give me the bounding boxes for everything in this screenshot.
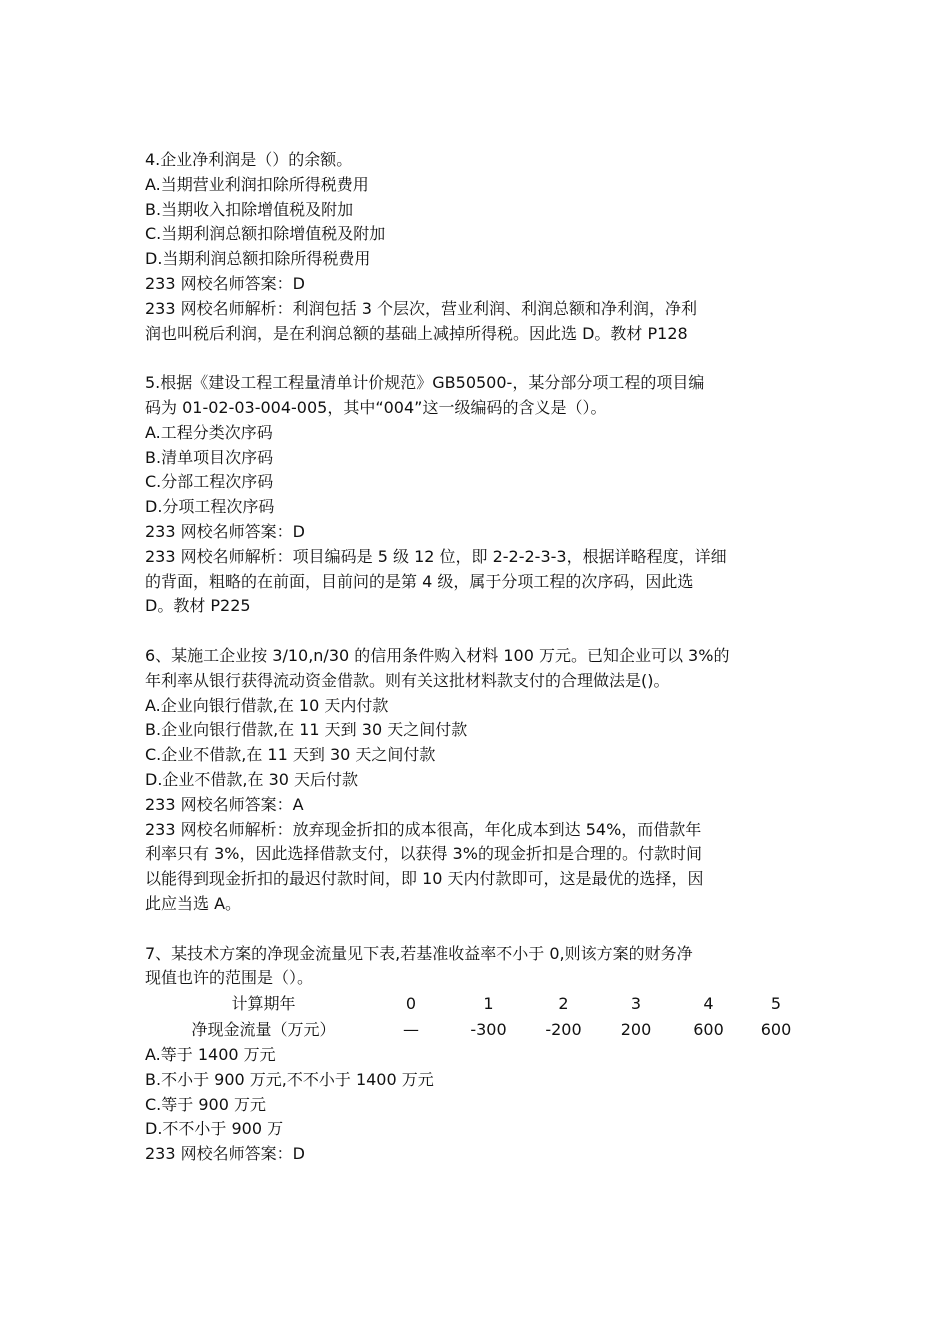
analysis-line: 233 网校名师解析：利润包括 3 个层次，营业利润、利润总额和净利润，净利 — [145, 298, 697, 318]
option-b: B.当期收入扣除增值税及附加 — [145, 199, 354, 219]
option-b: B.企业向银行借款,在 11 天到 30 天之间付款 — [145, 720, 468, 740]
analysis-line: D。教材 P225 — [145, 596, 251, 616]
answer-line: 233 网校名师答案：D — [145, 1144, 305, 1164]
table-cell: 200 — [620, 1020, 652, 1040]
table-header-cell: 0 — [405, 994, 417, 1014]
question-7 — [145, 942, 807, 1168]
option-b: B.不小于 900 万元,不不小于 1400 万元 — [145, 1069, 434, 1089]
option-d: D.不不小于 900 万 — [145, 1119, 284, 1139]
question-6 — [145, 644, 807, 917]
table-cell: -200 — [545, 1020, 582, 1040]
table-cell: -300 — [470, 1020, 507, 1040]
analysis-line: 此应当选 A。 — [145, 893, 242, 913]
answer-line: 233 网校名师答案：A — [145, 794, 304, 814]
table-cell: 净现金流量（万元） — [191, 1020, 336, 1040]
analysis-line: 233 网校名师解析：放弃现金折扣的成本很高，年化成本到达 54%，而借款年 — [145, 819, 702, 839]
question-5 — [145, 371, 807, 619]
question-stem: 7、某技术方案的净现金流量见下表,若基准收益率不小于 0,则该方案的财务净 — [145, 943, 693, 963]
option-a: A.当期营业利润扣除所得税费用 — [145, 174, 369, 194]
document-page — [145, 148, 807, 1167]
analysis-line: 以能得到现金折扣的最迟付款时间，即 10 天内付款即可，这是最优的选择，因 — [145, 869, 704, 889]
table-header-cell: 4 — [703, 994, 714, 1014]
option-d: D.企业不借款,在 30 天后付款 — [145, 769, 359, 789]
table-cell: 600 — [693, 1020, 724, 1040]
table-cell: — — [403, 1020, 419, 1040]
answer-line: 233 网校名师答案：D — [145, 273, 305, 293]
option-c: C.当期利润总额扣除增值税及附加 — [145, 224, 386, 244]
option-d: D.分项工程次序码 — [145, 497, 275, 517]
table-header-cell: 计算期年 — [231, 994, 296, 1014]
question-stem: 码为 01-02-03-004-005，其中“004”这一级编码的含义是（）。 — [145, 397, 607, 417]
option-a: A.工程分类次序码 — [145, 422, 273, 442]
question-stem: 5.根据《建设工程工程量清单计价规范》GB50500-，某分部分项工程的项目编 — [145, 373, 705, 393]
question-4 — [145, 148, 807, 346]
cash-flow-table — [151, 991, 807, 1043]
option-d: D.当期利润总额扣除所得税费用 — [145, 249, 371, 269]
table-header-cell: 5 — [770, 994, 782, 1014]
analysis-line: 的背面，粗略的在前面，目前问的是第 4 级，属于分项工程的次序码，因此选 — [145, 571, 694, 591]
table-header-cell: 3 — [630, 994, 642, 1014]
table-header-cell: 1 — [483, 994, 494, 1014]
analysis-line: 润也叫税后利润，是在利润总额的基础上减掉所得税。因此选 D。教材 P128 — [145, 323, 688, 343]
option-b: B.清单项目次序码 — [145, 447, 274, 467]
question-stem: 现值也许的范围是（）。 — [145, 968, 314, 988]
analysis-line: 利率只有 3%，因此选择借款支付，以获得 3%的现金折扣是合理的。付款时间 — [145, 844, 702, 864]
option-a: A.企业向银行借款,在 10 天内付款 — [145, 695, 389, 715]
analysis-line: 233 网校名师解析：项目编码是 5 级 12 位，即 2-2-2-3-3，根据详略程度，详细 — [145, 546, 727, 566]
table-header-cell: 2 — [558, 994, 569, 1014]
option-c: C.分部工程次序码 — [145, 472, 274, 492]
option-a: A.等于 1400 万元 — [145, 1045, 276, 1065]
question-stem: 4.企业净利润是（）的余额。 — [145, 150, 353, 169]
answer-line: 233 网校名师答案：D — [145, 521, 305, 541]
table-cell: 600 — [760, 1020, 792, 1040]
option-c: C.企业不借款,在 11 天到 30 天之间付款 — [145, 745, 436, 765]
option-c: C.等于 900 万元 — [145, 1094, 266, 1114]
question-stem: 6、某施工企业按 3/10,n/30 的信用条件购入材料 100 万元。已知企业可以 3%的 — [145, 645, 730, 665]
question-stem: 年利率从银行获得流动资金借款。则有关这批材料款支付的合理做法是()。 — [145, 670, 670, 690]
